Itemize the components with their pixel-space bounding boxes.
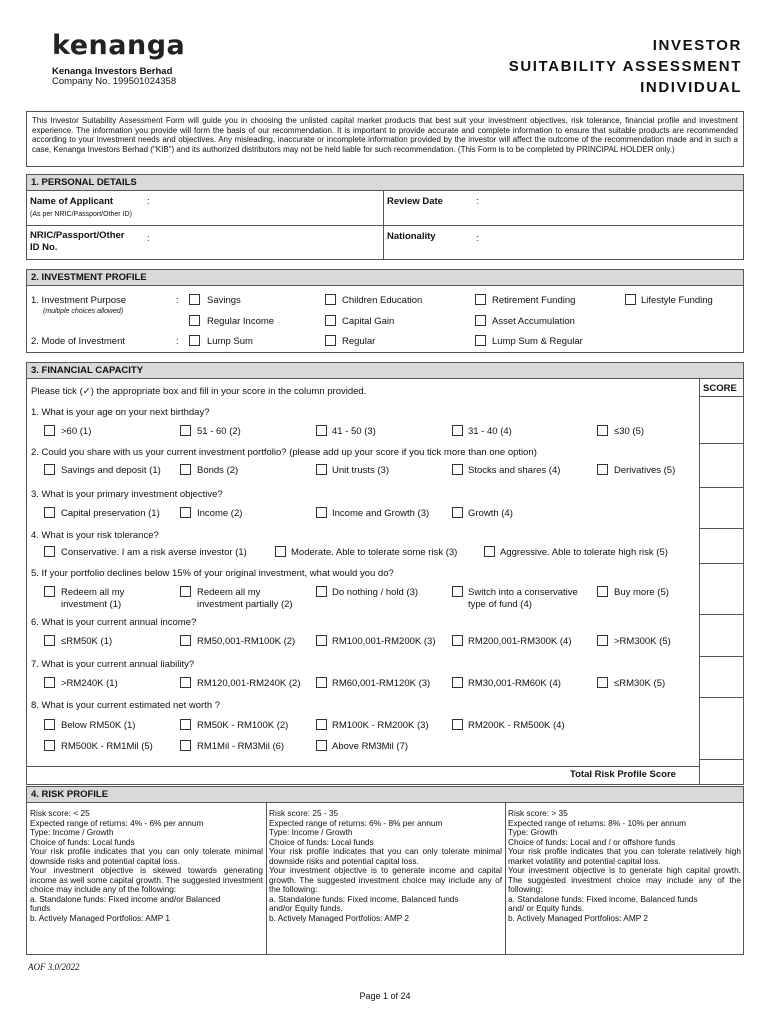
option-label: Redeem all my	[197, 587, 261, 598]
risk-profile-high: Risk score: > 35 Expected range of returns: 8% - 10% per annum Type: Growth Choice of funds: Local and / or offshore funds Your risk profile indicates that you can tolerate relatively high market volatility and potential capital loss. Your investment objective is to generate high capital growth. The suggested investment choice may include any of the following: a. Standalone funds: Fixed income, Balanced funds and/ or Equity funds. b. Actively Managed Portfolios: AMP 2	[508, 808, 741, 923]
q8-option-6-checkbox[interactable]	[180, 740, 191, 751]
section-title: 1. PERSONAL DETAILS	[27, 175, 743, 191]
option-label: 51 - 60 (2)	[197, 426, 241, 437]
option-label: investment partially (2)	[197, 599, 293, 610]
nationality-label: Nationality	[387, 231, 436, 242]
question-3: 3. What is your primary investment objective?	[31, 489, 223, 500]
investment-profile-section	[26, 269, 744, 353]
q6-option-3-checkbox[interactable]	[316, 635, 327, 646]
q5-option-1-checkbox[interactable]	[44, 586, 55, 597]
option-label: Savings	[207, 295, 241, 306]
question-8: 8. What is your current estimated net worth ?	[31, 700, 221, 711]
option-label: >RM240K (1)	[61, 678, 118, 689]
regular-income-checkbox[interactable]	[189, 315, 200, 326]
q5-option-3-checkbox[interactable]	[316, 586, 327, 597]
option-label: ≤RM50K (1)	[61, 636, 113, 647]
risk-profile-section	[26, 786, 744, 955]
colon: :	[176, 295, 179, 306]
q2-option-1-checkbox[interactable]	[44, 464, 55, 475]
option-label: Retirement Funding	[492, 295, 576, 306]
q1-option-4-checkbox[interactable]	[452, 425, 463, 436]
option-label: RM120,001-RM240K (2)	[197, 678, 301, 689]
q5-option-4-checkbox[interactable]	[452, 586, 463, 597]
option-label: RM200,001-RM300K (4)	[468, 636, 572, 647]
q7-option-3-checkbox[interactable]	[316, 677, 327, 688]
section-title: 2. INVESTMENT PROFILE	[27, 270, 743, 286]
option-label: ≤RM30K (5)	[614, 678, 666, 689]
lifestyle-funding-checkbox[interactable]	[625, 294, 636, 305]
option-label: Below RM50K (1)	[61, 720, 136, 731]
page-number: Page 1 of 24	[359, 991, 411, 1001]
option-label: ≤30 (5)	[614, 426, 645, 437]
q4-option-3-checkbox[interactable]	[484, 546, 495, 557]
children-education-checkbox[interactable]	[325, 294, 336, 305]
q8-option-7-checkbox[interactable]	[316, 740, 327, 751]
question-4: 4. What is your risk tolerance?	[31, 530, 159, 541]
option-label: Lump Sum & Regular	[492, 336, 583, 347]
option-label: 41 - 50 (3)	[332, 426, 376, 437]
option-label: RM200K - RM500K (4)	[468, 720, 565, 731]
asset-accumulation-checkbox[interactable]	[475, 315, 486, 326]
company-name: Kenanga Investors Berhad	[52, 66, 173, 77]
total-score-label: Total Risk Profile Score	[570, 769, 676, 780]
regular-checkbox[interactable]	[325, 335, 336, 346]
q8-option-1-checkbox[interactable]	[44, 719, 55, 730]
option-label: Lump Sum	[207, 336, 253, 347]
q2-option-2-checkbox[interactable]	[180, 464, 191, 475]
option-label: RM100,001-RM200K (3)	[332, 636, 436, 647]
option-label: Moderate. Able to tolerate some risk (3)	[291, 547, 458, 558]
kenanga-logo: kenanga	[52, 30, 186, 61]
q3-option-3-checkbox[interactable]	[316, 507, 327, 518]
q7-option-1-checkbox[interactable]	[44, 677, 55, 688]
savings-checkbox[interactable]	[189, 294, 200, 305]
colon: :	[176, 336, 179, 347]
company-number: Company No. 199501024358	[52, 76, 177, 87]
q4-option-1-checkbox[interactable]	[44, 546, 55, 557]
q6-option-5-checkbox[interactable]	[597, 635, 608, 646]
option-label: Derivatives (5)	[614, 465, 676, 476]
question-7: 7. What is your current annual liability?	[31, 659, 195, 670]
option-label: RM500K - RM1Mil (5)	[61, 741, 153, 752]
question-1: 1. What is your age on your next birthday?	[31, 407, 210, 418]
review-date-label: Review Date	[387, 196, 443, 207]
q8-option-2-checkbox[interactable]	[180, 719, 191, 730]
option-label: Asset Accumulation	[492, 316, 575, 327]
option-label: Capital Gain	[342, 316, 395, 327]
question-2: 2. Could you share with us your current investment portfolio? (please add up your score if you tick more than one option)	[31, 447, 537, 458]
option-label: Bonds (2)	[197, 465, 239, 476]
question-5: 5. If your portfolio declines below 15% of your original investment, what would you do?	[31, 568, 394, 579]
lump-sum-regular-checkbox[interactable]	[475, 335, 486, 346]
option-label: RM50K - RM100K (2)	[197, 720, 289, 731]
q3-option-1-checkbox[interactable]	[44, 507, 55, 518]
instruction-text: Please tick (✓) the appropriate box and fill in your score in the column provided.	[31, 386, 367, 397]
score-header: SCORE	[703, 383, 737, 394]
name-sublabel: (As per NRIC/Passport/Other ID)	[30, 211, 132, 218]
option-label: Stocks and shares (4)	[468, 465, 561, 476]
q2-option-5-checkbox[interactable]	[597, 464, 608, 475]
option-label: type of fund (4)	[468, 599, 532, 610]
option-label: Income and Growth (3)	[332, 508, 430, 519]
option-label: Aggressive. Able to tolerate high risk (5)	[500, 547, 668, 558]
colon: :	[476, 233, 479, 244]
option-label: >RM300K (5)	[614, 636, 671, 647]
option-label: Conservative. I am a risk averse investor (1)	[61, 547, 247, 558]
option-label: Regular Income	[207, 316, 275, 327]
lump-sum-checkbox[interactable]	[189, 335, 200, 346]
retirement-funding-checkbox[interactable]	[475, 294, 486, 305]
option-label: Switch into a conservative	[468, 587, 578, 598]
form-version: AOF 3.0/2022	[28, 962, 80, 972]
option-label: >60 (1)	[61, 426, 92, 437]
option-label: investment (1)	[61, 599, 122, 610]
q5-option-2-checkbox[interactable]	[180, 586, 191, 597]
purpose-sublabel: (multiple choices allowed)	[43, 308, 124, 315]
q1-option-1-checkbox[interactable]	[44, 425, 55, 436]
q8-option-5-checkbox[interactable]	[44, 740, 55, 751]
option-label: Savings and deposit (1)	[61, 465, 161, 476]
option-label: Lifestyle Funding	[641, 295, 713, 306]
q7-option-5-checkbox[interactable]	[597, 677, 608, 688]
q7-option-2-checkbox[interactable]	[180, 677, 191, 688]
option-label: Buy more (5)	[614, 587, 669, 598]
name-label: Name of Applicant	[30, 196, 114, 207]
q1-option-3-checkbox[interactable]	[316, 425, 327, 436]
q1-option-5-checkbox[interactable]	[597, 425, 608, 436]
colon: :	[147, 196, 150, 207]
q6-option-1-checkbox[interactable]	[44, 635, 55, 646]
colon: :	[476, 196, 479, 207]
option-label: Capital preservation (1)	[61, 508, 160, 519]
section-title: 3. FINANCIAL CAPACITY	[27, 363, 743, 379]
title-line-2: SUITABILITY ASSESSMENT	[508, 58, 742, 75]
title-line-3: INDIVIDUAL	[640, 79, 742, 96]
purpose-label: 1. Investment Purpose	[31, 295, 127, 306]
personal-details-section	[26, 174, 744, 260]
option-label: Redeem all my	[61, 587, 125, 598]
colon: :	[147, 233, 150, 244]
option-label: RM30,001-RM60K (4)	[468, 678, 561, 689]
risk-profile-medium: Risk score: 25 - 35 Expected range of returns: 6% - 8% per annum Type: Income / Growth Choice of funds: Local funds Your risk profile indicates that you can only tolerate minimal downside risks and potential capital loss. Your investment objective is to generate income and capital growth. The suggested investment choice may include any of the following: a. Standalone funds: Fixed income, Balanced funds and/or Equity funds. b. Actively Managed Portfolios: AMP 2	[269, 808, 502, 923]
q8-option-3-checkbox[interactable]	[316, 719, 327, 730]
q3-option-4-checkbox[interactable]	[452, 507, 463, 518]
mode-label: 2. Mode of Investment	[31, 336, 125, 347]
q7-option-4-checkbox[interactable]	[452, 677, 463, 688]
q2-option-4-checkbox[interactable]	[452, 464, 463, 475]
title-line-1: INVESTOR	[652, 37, 742, 54]
id-label-line2: ID No.	[30, 242, 58, 253]
option-label: Income (2)	[197, 508, 243, 519]
risk-profile-low: Risk score: < 25 Expected range of returns: 4% - 6% per annum Type: Income / Growth Choice of funds: Local funds Your risk profile indicates that you can only tolerate minimal downside risks and potential capital loss. Your investment objective is skewed towards generating income as well some capital growth. The suggested investment choice may include any of the following: a. Standalone funds: Fixed income and/or Balanced funds b. Actively Managed Portfolios: AMP 1	[30, 808, 263, 923]
company-info	[52, 67, 176, 87]
intro-text: This Investor Suitability Assessment Form will guide you in choosing the unlisted capital market products that best suit your investment objectives, risk tolerance, financial profile and investment experience. The information you provide will form the basis of our recommendation. It is important to provide accurate and complete information to ensure that suitable products are recommended according to your investment needs and objectives. Any misleading, inaccurate or incomplete information provided by the investor will affect the outcome of the recommendation made and in such a case, Kenanga Investors Berhad ("KIB") and its authorized distributors may not be held liable for such recommendation. (This Form is to be completed by PRINCIPAL HOLDER only.)	[26, 111, 744, 167]
financial-capacity-section	[26, 362, 744, 785]
option-label: Regular	[342, 336, 376, 347]
q1-option-2-checkbox[interactable]	[180, 425, 191, 436]
q2-option-3-checkbox[interactable]	[316, 464, 327, 475]
option-label: Unit trusts (3)	[332, 465, 390, 476]
option-label: Above RM3Mil (7)	[332, 741, 409, 752]
option-label: Growth (4)	[468, 508, 513, 519]
id-label-line1: NRIC/Passport/Other	[30, 230, 125, 241]
q3-option-2-checkbox[interactable]	[180, 507, 191, 518]
q5-option-5-checkbox[interactable]	[597, 586, 608, 597]
option-label: 31 - 40 (4)	[468, 426, 512, 437]
form-title	[509, 35, 742, 98]
q4-option-2-checkbox[interactable]	[275, 546, 286, 557]
q6-option-4-checkbox[interactable]	[452, 635, 463, 646]
q6-option-2-checkbox[interactable]	[180, 635, 191, 646]
option-label: RM60,001-RM120K (3)	[332, 678, 431, 689]
section-title: 4. RISK PROFILE	[27, 787, 743, 803]
capital-gain-checkbox[interactable]	[325, 315, 336, 326]
option-label: Children Education	[342, 295, 423, 306]
option-label: Do nothing / hold (3)	[332, 587, 419, 598]
option-label: RM1Mil - RM3Mil (6)	[197, 741, 285, 752]
question-6: 6. What is your current annual income?	[31, 617, 197, 628]
option-label: RM100K - RM200K (3)	[332, 720, 429, 731]
option-label: RM50,001-RM100K (2)	[197, 636, 296, 647]
q8-option-4-checkbox[interactable]	[452, 719, 463, 730]
